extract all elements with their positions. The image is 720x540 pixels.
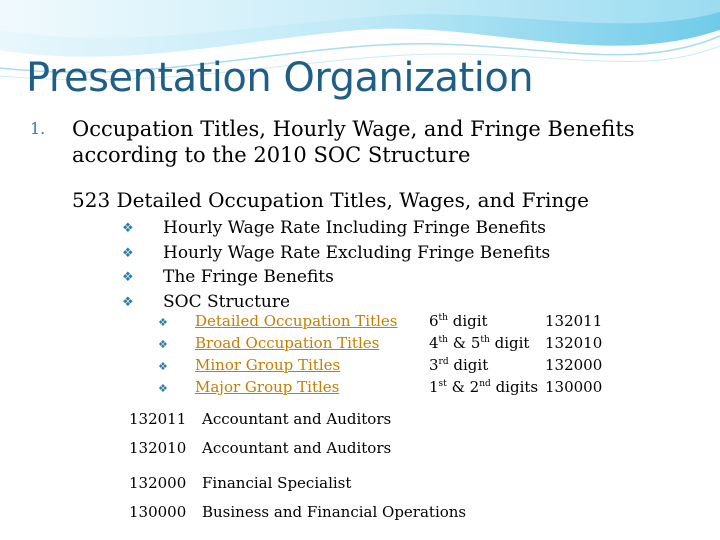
digit-description: 4th & 5th digit (429, 334, 530, 352)
diamond-bullet-icon: ❖ (158, 338, 168, 351)
subheading: 523 Detailed Occupation Titles, Wages, and Fringe (72, 188, 589, 212)
soc-level-link[interactable]: Broad Occupation Titles (195, 334, 380, 352)
digit-description: 1st & 2nd digits (429, 378, 539, 396)
list-item-label: The Fringe Benefits (163, 267, 334, 287)
diamond-bullet-icon: ❖ (158, 360, 168, 373)
diamond-bullet-icon: ❖ (122, 245, 134, 261)
diamond-bullet-icon: ❖ (122, 270, 134, 285)
code-title: Business and Financial Operations (202, 503, 467, 521)
list-item-label: Hourly Wage Rate Excluding Fringe Benefits (163, 242, 551, 263)
list-item-label: Hourly Wage Rate Including Fringe Benefits (163, 218, 546, 238)
slide-title: Presentation Organization (26, 55, 534, 101)
diamond-bullet-icon: ❖ (158, 382, 168, 395)
code-number: 132010 (129, 439, 187, 457)
digit-description: 6th digit (429, 312, 488, 330)
code-number: 130000 (129, 503, 187, 521)
diamond-bullet-icon: ❖ (122, 221, 134, 236)
diamond-bullet-icon: ❖ (158, 316, 168, 329)
soc-code: 132010 (545, 334, 603, 352)
soc-level-link[interactable]: Major Group Titles (195, 378, 340, 396)
code-title: Accountant and Auditors (202, 410, 392, 428)
soc-level-link[interactable]: Minor Group Titles (195, 356, 341, 374)
code-title: Financial Specialist (202, 474, 352, 492)
soc-code: 130000 (545, 378, 603, 396)
digit-description: 3rd digit (429, 356, 489, 374)
code-title: Accountant and Auditors (202, 439, 392, 457)
item-number: 1. (30, 119, 46, 138)
item-text: Occupation Titles, Hourly Wage, and Fringe Benefits according to the 2010 SOC Structure (72, 117, 635, 167)
code-number: 132011 (129, 410, 187, 428)
diamond-bullet-icon: ❖ (122, 294, 134, 310)
code-number: 132000 (129, 474, 187, 492)
soc-code: 132000 (545, 356, 603, 374)
soc-level-link[interactable]: Detailed Occupation Titles (195, 312, 398, 330)
list-item-label: SOC Structure (163, 291, 291, 312)
soc-code: 132011 (545, 312, 603, 330)
